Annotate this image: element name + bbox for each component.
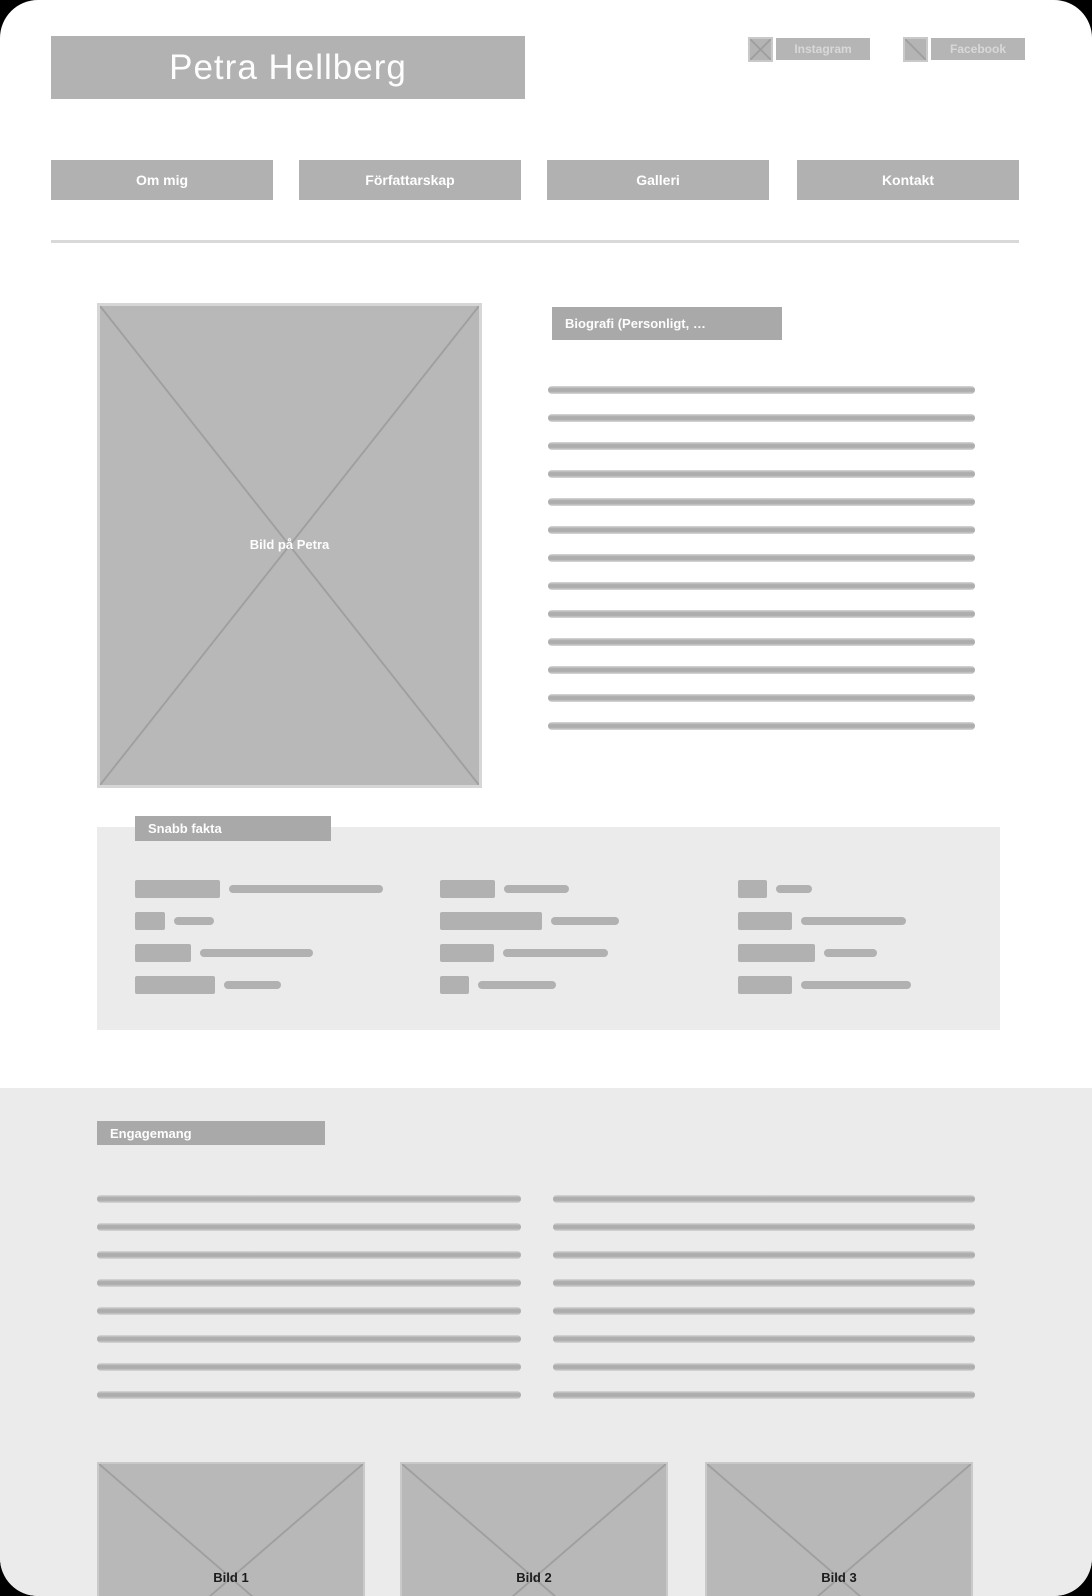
fact-value-placeholder xyxy=(229,885,383,893)
nav-label: Författarskap xyxy=(365,172,455,188)
fact-row xyxy=(738,912,911,930)
fact-value-placeholder xyxy=(801,981,911,989)
facts-column xyxy=(135,880,383,1008)
fact-value-placeholder xyxy=(801,917,906,925)
text-line-placeholder xyxy=(553,1223,975,1231)
fact-value-placeholder xyxy=(174,917,214,925)
fact-label-placeholder xyxy=(738,880,767,898)
biography-text-placeholder xyxy=(548,386,975,750)
fact-row xyxy=(135,880,383,898)
image-caption: Bild 2 xyxy=(516,1570,552,1585)
paragraph-placeholder xyxy=(548,666,975,730)
paragraph-placeholder xyxy=(548,386,975,534)
text-line-placeholder xyxy=(97,1363,521,1371)
text-line-placeholder xyxy=(548,498,975,506)
text-line-placeholder xyxy=(548,414,975,422)
paragraph-placeholder xyxy=(97,1195,521,1287)
fact-value-placeholder xyxy=(504,885,569,893)
text-line-placeholder xyxy=(97,1307,521,1315)
fact-row xyxy=(440,912,619,930)
facebook-button[interactable] xyxy=(931,38,1025,60)
text-line-placeholder xyxy=(553,1279,975,1287)
quick-facts-heading-label xyxy=(135,816,331,841)
text-line-placeholder xyxy=(553,1363,975,1371)
fact-label-placeholder xyxy=(440,880,495,898)
fact-row xyxy=(738,976,911,994)
fact-value-placeholder xyxy=(824,949,877,957)
instagram-button-label: Instagram xyxy=(794,42,852,56)
fact-value-placeholder xyxy=(478,981,556,989)
instagram-image-placeholder-icon[interactable] xyxy=(748,37,773,62)
fact-label-placeholder xyxy=(135,912,165,930)
text-line-placeholder xyxy=(548,610,975,618)
facebook-button-label: Facebook xyxy=(949,42,1006,56)
nav-item-galleri[interactable] xyxy=(547,160,769,200)
fact-label-placeholder xyxy=(135,976,215,994)
text-line-placeholder xyxy=(553,1195,975,1203)
fact-value-placeholder xyxy=(224,981,281,989)
engagement-text-placeholder xyxy=(553,1195,975,1419)
paragraph-placeholder xyxy=(553,1195,975,1287)
paragraph-placeholder xyxy=(548,554,975,646)
fact-row xyxy=(135,944,383,962)
fact-label-placeholder xyxy=(738,944,815,962)
fact-row xyxy=(440,944,619,962)
image-caption: Bild 3 xyxy=(821,1570,857,1585)
text-line-placeholder xyxy=(553,1307,975,1315)
nav-label: Om mig xyxy=(135,172,189,188)
nav-item-om-mig[interactable] xyxy=(51,160,273,200)
fact-row xyxy=(135,912,383,930)
nav-item-forfattarskap[interactable] xyxy=(299,160,521,200)
text-line-placeholder xyxy=(553,1391,975,1399)
text-line-placeholder xyxy=(97,1195,521,1203)
text-line-placeholder xyxy=(97,1279,521,1287)
fact-value-placeholder xyxy=(776,885,812,893)
text-line-placeholder xyxy=(548,694,975,702)
quick-facts-panel xyxy=(97,827,1000,1030)
fact-row xyxy=(738,880,911,898)
facebook-image-placeholder-icon[interactable] xyxy=(903,37,928,62)
image-caption: Bild 1 xyxy=(213,1570,249,1585)
fact-label-placeholder xyxy=(440,944,494,962)
fact-value-placeholder xyxy=(503,949,608,957)
paragraph-placeholder xyxy=(97,1307,521,1399)
text-line-placeholder xyxy=(553,1335,975,1343)
fact-row xyxy=(440,880,619,898)
biography-heading-label xyxy=(552,307,782,340)
fact-label-placeholder xyxy=(440,976,469,994)
fact-row xyxy=(738,944,911,962)
text-line-placeholder xyxy=(553,1251,975,1259)
fact-value-placeholder xyxy=(200,949,313,957)
text-line-placeholder xyxy=(548,442,975,450)
fact-label-placeholder xyxy=(440,912,542,930)
nav-item-kontakt[interactable] xyxy=(797,160,1019,200)
text-line-placeholder xyxy=(548,554,975,562)
engagement-image-placeholder xyxy=(97,1462,365,1596)
engagement-text-placeholder xyxy=(97,1195,521,1419)
facts-column xyxy=(738,880,911,1008)
text-line-placeholder xyxy=(97,1391,521,1399)
header-divider xyxy=(51,240,1019,243)
portrait-caption: Bild på Petra xyxy=(249,536,330,552)
biography-heading-text: Biografi (Personligt, … xyxy=(565,316,706,331)
text-line-placeholder xyxy=(97,1223,521,1231)
fact-row xyxy=(440,976,619,994)
fact-value-placeholder xyxy=(551,917,619,925)
nav-label: Kontakt xyxy=(881,172,935,188)
text-line-placeholder xyxy=(548,386,975,394)
engagement-heading-text: Engagemang xyxy=(110,1125,192,1141)
engagement-image-placeholder xyxy=(705,1462,973,1596)
site-title-box xyxy=(51,36,525,99)
engagement-image-placeholder xyxy=(400,1462,668,1596)
portrait-image-placeholder xyxy=(97,303,482,788)
text-line-placeholder xyxy=(97,1251,521,1259)
page-title: Petra Hellberg xyxy=(169,47,407,87)
nav-label: Galleri xyxy=(636,172,680,188)
instagram-button[interactable] xyxy=(776,38,870,60)
text-line-placeholder xyxy=(548,666,975,674)
engagement-section xyxy=(0,1088,1092,1596)
text-line-placeholder xyxy=(548,582,975,590)
facts-column xyxy=(440,880,619,1008)
text-line-placeholder xyxy=(97,1335,521,1343)
fact-label-placeholder xyxy=(738,976,792,994)
text-line-placeholder xyxy=(548,526,975,534)
fact-row xyxy=(135,976,383,994)
engagement-heading-label xyxy=(97,1121,325,1145)
text-line-placeholder xyxy=(548,638,975,646)
fact-label-placeholder xyxy=(135,880,220,898)
fact-label-placeholder xyxy=(738,912,792,930)
quick-facts-heading-text: Snabb fakta xyxy=(148,821,222,836)
paragraph-placeholder xyxy=(553,1307,975,1399)
text-line-placeholder xyxy=(548,722,975,730)
fact-label-placeholder xyxy=(135,944,191,962)
text-line-placeholder xyxy=(548,470,975,478)
